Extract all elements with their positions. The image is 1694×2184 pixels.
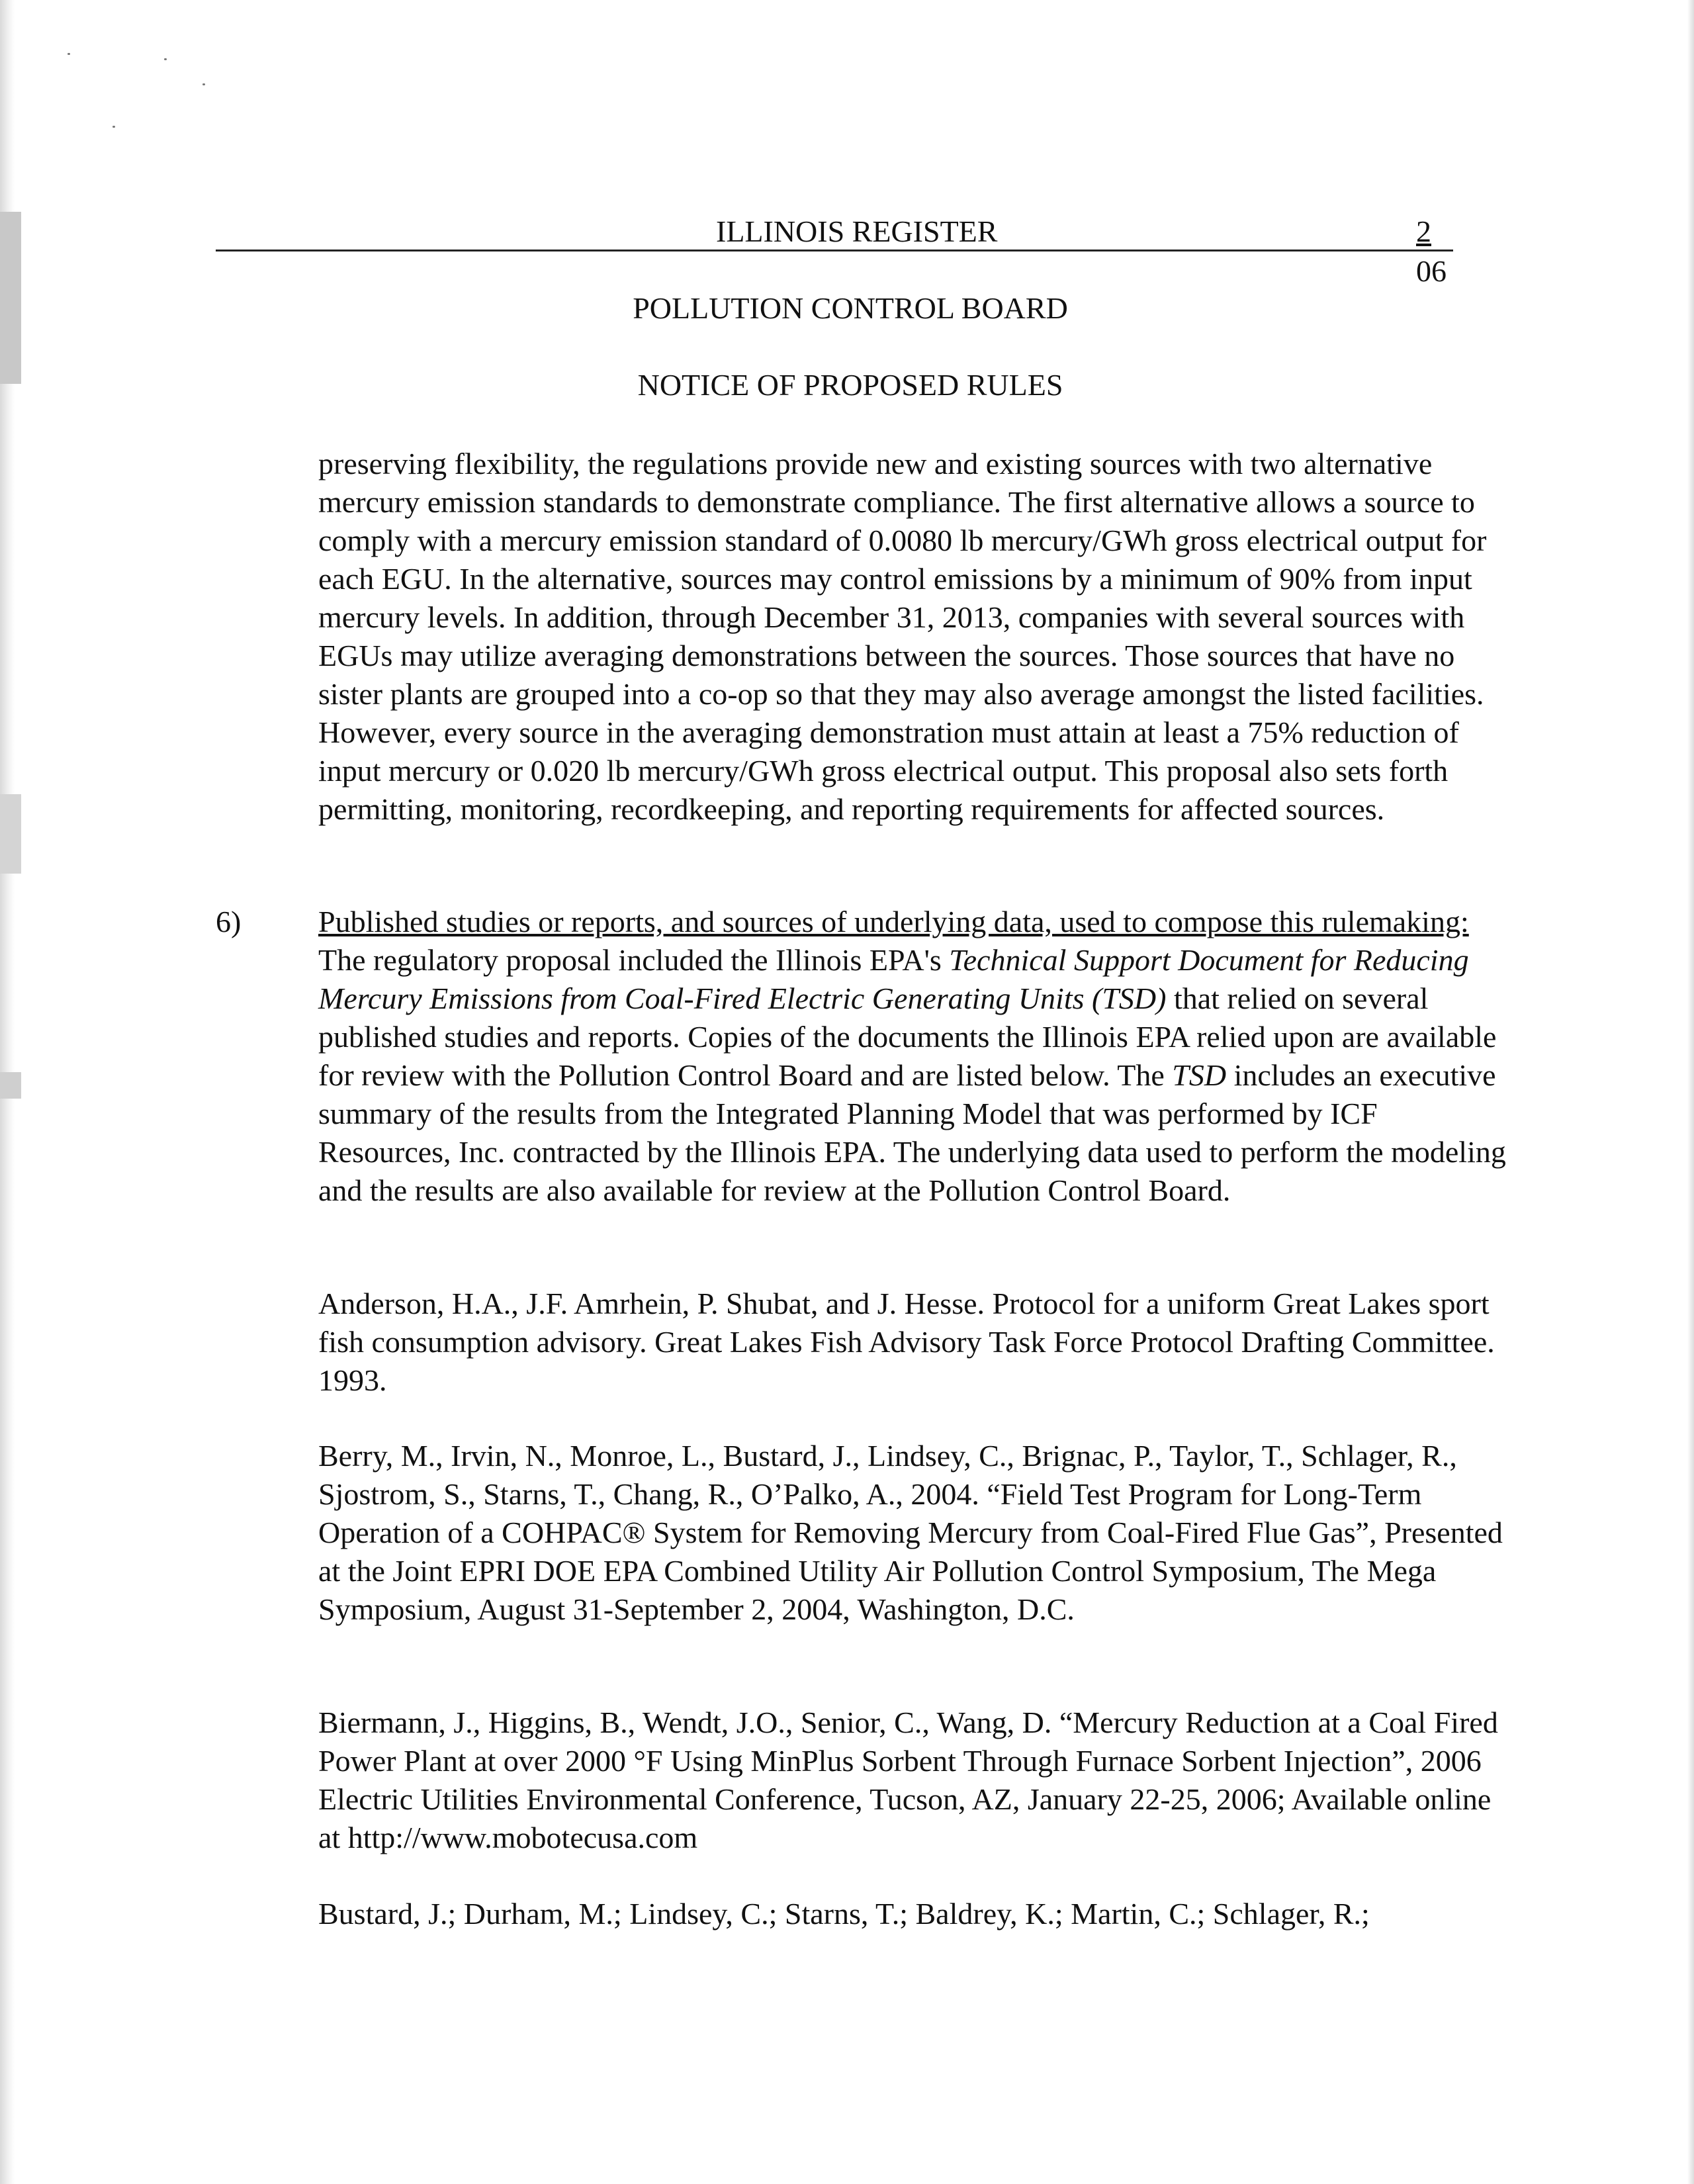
item-6-text: The regulatory proposal included the Illinois EPA's [318, 943, 950, 977]
scan-artifact [0, 794, 21, 874]
scan-speck [202, 83, 205, 85]
item-6-text: that relied on several published studies and reports. Copies of the documents the Illinois EPA relied upon are available for review with the Pollution Control Board and are listed below. The [318, 981, 1497, 1092]
reference-text: Berry, M., Irvin, N., Monroe, L., Bustard, J., Lindsey, C., Brignac, P., Taylor, T., Schlager, R., Sjostrom, S., Starns, T., Chang, R., O’Palko, A., 2004. “Field Test Program for Long-Term Operation of a COHPAC® System for Removing Mercury from Coal-Fired Flue Gas”, Presented at the Joint EPRI DOE EPA Combined Utility Air Pollution Control Symposium, The Mega Symposium, August 31-September 2, 2004, Washington, D.C. [318, 1439, 1503, 1626]
header-rule [216, 250, 1453, 251]
scan-edge-right [1687, 0, 1694, 2184]
item-6-text: includes an executive summary of the results from the Integrated Planning Model that was performed by ICF Resources, Inc. contracted by the Illinois EPA. The underlying data used to perform the modeling and the results are also available for review at the Pollution Control Board. [318, 1058, 1506, 1207]
item-number: 6) [216, 905, 242, 938]
reference-entry [318, 1895, 1509, 1933]
tsd-title: Technical Support Document for Reducing Mercury Emissions from Coal-Fired Electric Generating Units (TSD) [318, 943, 1469, 1015]
reference-entry [318, 1704, 1509, 1857]
scan-speck [112, 126, 115, 128]
reference-text: Biermann, J., Higgins, B., Wendt, J.O., Senior, C., Wang, D. “Mercury Reduction at a Coal Fired Power Plant at over 2000 °F Using MinPlus Sorbent Through Furnace Sorbent Injection”, 2006 Electric Utilities Environmental Conference, Tucson, AZ, January 22-25, 2006; Available online at http://www.mobotecusa.com [318, 1706, 1498, 1854]
item-6-section [318, 903, 1509, 1210]
reference-text: Anderson, H.A., J.F. Amrhein, P. Shubat, and J. Hesse. Protocol for a uniform Great Lakes sport fish consumption advisory. Great Lakes Fish Advisory Task Force Protocol Drafting Committee. 1993. [318, 1287, 1495, 1397]
notice-heading: NOTICE OF PROPOSED RULES [637, 368, 1063, 402]
scan-artifact [0, 1072, 21, 1099]
agency-heading: POLLUTION CONTROL BOARD [633, 291, 1068, 325]
tsd-abbrev: TSD [1172, 1058, 1227, 1092]
continuation-paragraph [318, 445, 1509, 829]
item-6-heading: Published studies or reports, and sources of underlying data, used to compose this rulemaking: [318, 905, 1469, 938]
issue-number: 06 [1416, 254, 1447, 288]
paragraph-text: preserving flexibility, the regulations provide new and existing sources with two alternative mercury emission standards to demonstrate compliance. The first alternative allows a source to comply with a mercury emission standard of 0.0080 lb mercury/GWh gross electrical output for each EGU. In the alternative, sources may control emissions by a minimum of 90% from input mercury levels. In addition, through December 31, 2013, companies with several sources with EGUs may utilize averaging demonstrations between the sources. Those sources that have no sister plants are grouped into a co-op so that they may also average amongst the listed facilities. However, every source in the averaging demonstration must attain at least a 75% reduction of input mercury or 0.020 lb mercury/GWh gross electrical output. This proposal also sets forth permitting, monitoring, recordkeeping, and reporting requirements for affected sources. [318, 447, 1487, 826]
item-6-paragraph [318, 903, 1509, 1210]
page-number: 2 [1416, 214, 1431, 248]
reference-entry [318, 1437, 1509, 1629]
scan-speck [164, 58, 167, 60]
scan-speck [67, 53, 70, 55]
reference-entry [318, 1285, 1509, 1400]
reference-text: Bustard, J.; Durham, M.; Lindsey, C.; Starns, T.; Baldrey, K.; Martin, C.; Schlager, R.; [318, 1897, 1370, 1931]
register-title: ILLINOIS REGISTER [716, 214, 998, 248]
